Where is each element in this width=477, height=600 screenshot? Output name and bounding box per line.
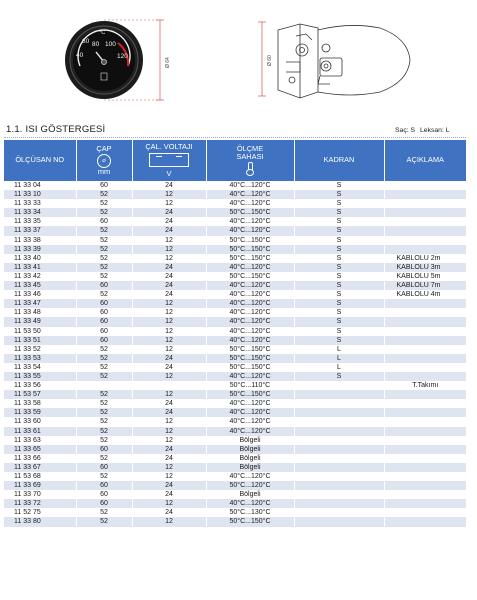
gauge-tick-40: 40 <box>76 52 84 59</box>
cell-voltaj: 12 <box>132 463 206 472</box>
cell-olcme-sahasi: 40°C...120°C <box>206 417 294 426</box>
cell-kadran: S <box>294 199 384 208</box>
cell-aciklama <box>384 427 466 436</box>
cell-voltaj: 12 <box>132 327 206 336</box>
cell-cap: 60 <box>76 317 132 326</box>
header-olcusan-no: ÖLÇÜSAN NO <box>4 140 76 181</box>
cell-cap: 60 <box>76 499 132 508</box>
cell-aciklama <box>384 445 466 454</box>
cell-olcme-sahasi: 40°C...120°C <box>206 226 294 235</box>
table-row <box>4 517 466 526</box>
table-row <box>4 472 466 481</box>
cell-olcusan-no: 11 33 59 <box>4 408 76 417</box>
gauge-tick-60: 60 <box>82 38 90 45</box>
gauge-illustrations <box>0 0 477 118</box>
table-row <box>4 299 466 308</box>
cell-olcusan-no: 11 33 41 <box>4 263 76 272</box>
cell-cap: 52 <box>76 226 132 235</box>
cell-olcusan-no: 11 33 53 <box>4 354 76 363</box>
legend-leksan: Leksan: L <box>420 127 450 134</box>
cell-kadran: S <box>294 263 384 272</box>
table-row <box>4 490 466 499</box>
cell-olcusan-no: 11 33 63 <box>4 436 76 445</box>
cell-aciklama <box>384 490 466 499</box>
cell-kadran: S <box>294 208 384 217</box>
table-row <box>4 481 466 490</box>
cell-kadran <box>294 463 384 472</box>
cell-olcusan-no: 11 33 58 <box>4 399 76 408</box>
cell-voltaj: 12 <box>132 199 206 208</box>
cell-kadran: S <box>294 317 384 326</box>
cell-cap: 60 <box>76 463 132 472</box>
cell-kadran: S <box>294 290 384 299</box>
cell-aciklama <box>384 336 466 345</box>
cell-olcusan-no: 11 33 46 <box>4 290 76 299</box>
cell-cap: 52 <box>76 390 132 399</box>
cell-aciklama <box>384 517 466 526</box>
cell-olcusan-no: 11 33 54 <box>4 363 76 372</box>
cell-aciklama <box>384 372 466 381</box>
cell-voltaj: 12 <box>132 308 206 317</box>
cell-olcme-sahasi: Bölgeli <box>206 490 294 499</box>
cell-olcme-sahasi: 40°C...120°C <box>206 199 294 208</box>
cell-olcusan-no: 11 33 38 <box>4 236 76 245</box>
cell-cap: 60 <box>76 490 132 499</box>
cell-cap: 60 <box>76 327 132 336</box>
cell-kadran: S <box>294 336 384 345</box>
cell-olcusan-no: 11 33 37 <box>4 226 76 235</box>
table-row <box>4 354 466 363</box>
gauge-side-view <box>258 22 410 98</box>
battery-icon <box>149 153 189 167</box>
cell-olcme-sahasi: 40°C...120°C <box>206 181 294 190</box>
cell-voltaj: 12 <box>132 345 206 354</box>
header-voltaj: ÇAL. VOLTAJI V <box>132 140 206 181</box>
table-row <box>4 290 466 299</box>
table-row <box>4 263 466 272</box>
cell-olcme-sahasi: 40°C...120°C <box>206 290 294 299</box>
table-row <box>4 336 466 345</box>
cell-cap: 52 <box>76 372 132 381</box>
cell-olcusan-no: 11 33 66 <box>4 454 76 463</box>
cell-cap: 52 <box>76 427 132 436</box>
cell-aciklama <box>384 499 466 508</box>
table-row <box>4 308 466 317</box>
cell-cap: 60 <box>76 445 132 454</box>
cell-cap: 52 <box>76 508 132 517</box>
cell-cap: 52 <box>76 517 132 526</box>
cell-kadran: S <box>294 372 384 381</box>
cell-voltaj: 24 <box>132 363 206 372</box>
cell-aciklama <box>384 308 466 317</box>
cell-cap: 60 <box>76 481 132 490</box>
cell-olcusan-no: 11 53 50 <box>4 327 76 336</box>
cell-olcme-sahasi: 40°C...120°C <box>206 217 294 226</box>
product-spec-table <box>4 140 466 527</box>
table-row <box>4 363 466 372</box>
cell-cap <box>76 381 132 390</box>
cell-cap: 60 <box>76 181 132 190</box>
cell-kadran <box>294 436 384 445</box>
cell-aciklama: T.Takımı <box>384 381 466 390</box>
cell-aciklama: KABLOLU 7m <box>384 281 466 290</box>
table-header <box>4 140 466 181</box>
cell-olcusan-no: 11 33 51 <box>4 336 76 345</box>
cell-kadran <box>294 499 384 508</box>
cell-aciklama: KABLOLU 3m <box>384 263 466 272</box>
cell-aciklama <box>384 354 466 363</box>
cell-olcme-sahasi: 40°C...120°C <box>206 372 294 381</box>
cell-aciklama <box>384 472 466 481</box>
cell-cap: 60 <box>76 308 132 317</box>
cell-voltaj: 12 <box>132 336 206 345</box>
cell-kadran: S <box>294 281 384 290</box>
title-divider <box>4 137 466 138</box>
cell-olcme-sahasi: 40°C...120°C <box>206 399 294 408</box>
cell-voltaj: 12 <box>132 427 206 436</box>
cell-olcme-sahasi: Bölgeli <box>206 436 294 445</box>
cell-olcme-sahasi: Bölgeli <box>206 454 294 463</box>
cell-voltaj: 24 <box>132 263 206 272</box>
cell-olcme-sahasi: 50°C...110°C <box>206 381 294 390</box>
table-row <box>4 499 466 508</box>
cell-kadran <box>294 417 384 426</box>
cell-kadran: S <box>294 181 384 190</box>
cell-kadran: S <box>294 254 384 263</box>
cell-voltaj: 24 <box>132 481 206 490</box>
cell-aciklama <box>384 190 466 199</box>
cell-aciklama <box>384 454 466 463</box>
cell-olcusan-no: 11 33 45 <box>4 281 76 290</box>
cell-olcusan-no: 11 33 49 <box>4 317 76 326</box>
cell-voltaj: 24 <box>132 208 206 217</box>
table-row <box>4 236 466 245</box>
table-row <box>4 399 466 408</box>
cell-olcusan-no: 11 33 04 <box>4 181 76 190</box>
cell-cap: 52 <box>76 263 132 272</box>
cell-aciklama <box>384 408 466 417</box>
cell-olcusan-no: 11 33 61 <box>4 427 76 436</box>
header-olcme-sahasi: ÖLÇME SAHASI <box>206 140 294 181</box>
table-row <box>4 281 466 290</box>
cell-aciklama <box>384 299 466 308</box>
cell-cap: 52 <box>76 272 132 281</box>
gauge-tick-80: 80 <box>92 41 100 48</box>
cell-olcme-sahasi: 50°C...150°C <box>206 245 294 254</box>
cell-olcusan-no: 11 33 52 <box>4 345 76 354</box>
cell-voltaj: 12 <box>132 254 206 263</box>
cell-olcme-sahasi: 50°C...150°C <box>206 354 294 363</box>
table-row <box>4 454 466 463</box>
cell-olcusan-no: 11 33 35 <box>4 217 76 226</box>
cell-olcusan-no: 11 33 10 <box>4 190 76 199</box>
table-row <box>4 436 466 445</box>
cell-olcusan-no: 11 53 57 <box>4 390 76 399</box>
cell-kadran: S <box>294 308 384 317</box>
cell-voltaj: 24 <box>132 408 206 417</box>
table-row <box>4 199 466 208</box>
cell-kadran: S <box>294 299 384 308</box>
table-row <box>4 390 466 399</box>
cell-voltaj: 12 <box>132 245 206 254</box>
header-cap: ÇAP Ø mm <box>76 140 132 181</box>
cell-kadran <box>294 517 384 526</box>
cell-kadran <box>294 445 384 454</box>
cell-kadran: S <box>294 236 384 245</box>
thermometer-icon <box>245 162 255 174</box>
cell-olcme-sahasi: 50°C...150°C <box>206 236 294 245</box>
cell-olcme-sahasi: 40°C...120°C <box>206 472 294 481</box>
cell-olcme-sahasi: 40°C...120°C <box>206 336 294 345</box>
cell-cap: 52 <box>76 290 132 299</box>
cell-voltaj: 12 <box>132 517 206 526</box>
cell-voltaj: 24 <box>132 217 206 226</box>
cell-olcusan-no: 11 52 75 <box>4 508 76 517</box>
cell-kadran <box>294 390 384 399</box>
cell-cap: 52 <box>76 245 132 254</box>
cell-aciklama <box>384 181 466 190</box>
cell-aciklama <box>384 199 466 208</box>
cell-aciklama <box>384 481 466 490</box>
cell-voltaj: 12 <box>132 372 206 381</box>
cell-aciklama <box>384 436 466 445</box>
table-body <box>4 181 466 527</box>
table-row <box>4 226 466 235</box>
cell-kadran: S <box>294 217 384 226</box>
cell-olcusan-no: 11 33 80 <box>4 517 76 526</box>
cell-olcusan-no: 11 33 60 <box>4 417 76 426</box>
cell-olcme-sahasi: 50°C...120°C <box>206 481 294 490</box>
cell-olcme-sahasi: 50°C...150°C <box>206 363 294 372</box>
table-row <box>4 190 466 199</box>
cell-cap: 52 <box>76 190 132 199</box>
cell-kadran <box>294 472 384 481</box>
cell-olcme-sahasi: 40°C...120°C <box>206 499 294 508</box>
cell-voltaj: 24 <box>132 490 206 499</box>
cell-cap: 52 <box>76 345 132 354</box>
cell-olcusan-no: 11 33 34 <box>4 208 76 217</box>
cell-cap: 52 <box>76 199 132 208</box>
cell-olcusan-no: 11 33 48 <box>4 308 76 317</box>
cell-voltaj: 12 <box>132 472 206 481</box>
table-row <box>4 381 466 390</box>
cell-cap: 52 <box>76 254 132 263</box>
cell-cap: 52 <box>76 454 132 463</box>
cell-cap: 52 <box>76 417 132 426</box>
cell-aciklama <box>384 327 466 336</box>
cell-olcme-sahasi: 40°C...120°C <box>206 190 294 199</box>
cell-voltaj: 12 <box>132 299 206 308</box>
cell-kadran <box>294 399 384 408</box>
cell-olcme-sahasi: 50°C...130°C <box>206 508 294 517</box>
cell-aciklama: KABLOLU 2m <box>384 254 466 263</box>
cell-kadran <box>294 481 384 490</box>
cell-olcme-sahasi: 40°C...120°C <box>206 308 294 317</box>
cell-voltaj <box>132 381 206 390</box>
cell-cap: 52 <box>76 436 132 445</box>
cell-cap: 52 <box>76 236 132 245</box>
table-row <box>4 217 466 226</box>
cell-cap: 52 <box>76 408 132 417</box>
table-row <box>4 427 466 436</box>
cell-olcme-sahasi: 40°C...120°C <box>206 327 294 336</box>
cell-cap: 52 <box>76 363 132 372</box>
cell-voltaj: 24 <box>132 181 206 190</box>
cell-aciklama <box>384 399 466 408</box>
cell-olcusan-no: 11 33 47 <box>4 299 76 308</box>
cell-voltaj: 24 <box>132 281 206 290</box>
cell-aciklama <box>384 245 466 254</box>
cell-olcusan-no: 11 33 40 <box>4 254 76 263</box>
cell-olcme-sahasi: Bölgeli <box>206 445 294 454</box>
gauge-unit-label: °C <box>99 30 106 36</box>
cell-cap: 60 <box>76 217 132 226</box>
cell-voltaj: 12 <box>132 417 206 426</box>
cell-olcme-sahasi: 40°C...120°C <box>206 427 294 436</box>
cell-olcme-sahasi: 40°C...120°C <box>206 408 294 417</box>
section-title: 1.1. ISI GÖSTERGESİ <box>6 124 106 135</box>
cell-aciklama: KABLOLU 5m <box>384 272 466 281</box>
table-row <box>4 272 466 281</box>
table-row <box>4 181 466 190</box>
table-row <box>4 317 466 326</box>
cell-voltaj: 12 <box>132 317 206 326</box>
header-kadran: KADRAN <box>294 140 384 181</box>
cell-aciklama <box>384 363 466 372</box>
cell-voltaj: 12 <box>132 390 206 399</box>
cell-aciklama <box>384 208 466 217</box>
table-row <box>4 463 466 472</box>
cell-olcme-sahasi: Bölgeli <box>206 463 294 472</box>
legend-sac: Saç: S <box>395 127 416 134</box>
cell-aciklama <box>384 217 466 226</box>
table-row <box>4 408 466 417</box>
cell-olcusan-no: 11 53 68 <box>4 472 76 481</box>
header-aciklama: AÇIKLAMA <box>384 140 466 181</box>
cell-olcme-sahasi: 40°C...120°C <box>206 263 294 272</box>
cell-kadran: S <box>294 190 384 199</box>
cell-cap: 52 <box>76 354 132 363</box>
cell-olcme-sahasi: 50°C...150°C <box>206 208 294 217</box>
diameter-icon: Ø <box>97 154 111 168</box>
cell-olcusan-no: 11 33 70 <box>4 490 76 499</box>
cell-aciklama <box>384 390 466 399</box>
cell-olcme-sahasi: 40°C...120°C <box>206 299 294 308</box>
cell-voltaj: 24 <box>132 508 206 517</box>
cell-aciklama <box>384 463 466 472</box>
cell-cap: 52 <box>76 472 132 481</box>
cell-kadran: S <box>294 226 384 235</box>
cell-olcusan-no: 11 33 56 <box>4 381 76 390</box>
cell-voltaj: 24 <box>132 454 206 463</box>
cell-aciklama <box>384 226 466 235</box>
cell-olcusan-no: 11 33 42 <box>4 272 76 281</box>
table-row <box>4 245 466 254</box>
cell-voltaj: 24 <box>132 445 206 454</box>
product-figures <box>0 0 477 118</box>
gauge-tick-100: 100 <box>105 41 116 48</box>
cell-voltaj: 24 <box>132 399 206 408</box>
cell-kadran <box>294 427 384 436</box>
cell-kadran <box>294 508 384 517</box>
cell-kadran: S <box>294 245 384 254</box>
cell-olcme-sahasi: 40°C...120°C <box>206 281 294 290</box>
table-row <box>4 327 466 336</box>
cell-olcme-sahasi: 50°C...150°C <box>206 272 294 281</box>
cell-cap: 52 <box>76 208 132 217</box>
cell-aciklama <box>384 317 466 326</box>
front-diameter-label: Ø 64 <box>165 57 171 68</box>
cell-olcusan-no: 11 33 39 <box>4 245 76 254</box>
cell-kadran: L <box>294 354 384 363</box>
table-row <box>4 417 466 426</box>
cell-voltaj: 24 <box>132 226 206 235</box>
cell-cap: 52 <box>76 399 132 408</box>
cell-kadran <box>294 454 384 463</box>
table-row <box>4 508 466 517</box>
cell-aciklama <box>384 236 466 245</box>
cell-voltaj: 12 <box>132 190 206 199</box>
cell-cap: 60 <box>76 336 132 345</box>
cell-olcusan-no: 11 33 69 <box>4 481 76 490</box>
cell-voltaj: 24 <box>132 354 206 363</box>
cell-olcme-sahasi: 50°C...150°C <box>206 345 294 354</box>
cell-aciklama <box>384 417 466 426</box>
cell-olcusan-no: 11 33 65 <box>4 445 76 454</box>
cell-olcme-sahasi: 50°C...150°C <box>206 517 294 526</box>
cell-olcusan-no: 11 33 55 <box>4 372 76 381</box>
cell-cap: 60 <box>76 299 132 308</box>
cell-voltaj: 24 <box>132 272 206 281</box>
table-row <box>4 254 466 263</box>
cell-olcme-sahasi: 50°C...150°C <box>206 390 294 399</box>
cell-kadran: L <box>294 363 384 372</box>
table-row <box>4 345 466 354</box>
cell-voltaj: 12 <box>132 236 206 245</box>
side-diameter-label: Ø 60 <box>267 55 273 66</box>
cell-olcusan-no: 11 33 33 <box>4 199 76 208</box>
gauge-front-view <box>65 20 164 100</box>
table-row <box>4 372 466 381</box>
cell-aciklama <box>384 508 466 517</box>
cell-kadran <box>294 408 384 417</box>
cell-kadran: S <box>294 272 384 281</box>
table-row <box>4 445 466 454</box>
cell-kadran <box>294 381 384 390</box>
cell-aciklama <box>384 345 466 354</box>
cell-olcme-sahasi: 50°C...150°C <box>206 254 294 263</box>
cell-kadran: S <box>294 327 384 336</box>
cell-kadran <box>294 490 384 499</box>
cell-olcusan-no: 11 33 67 <box>4 463 76 472</box>
cell-voltaj: 24 <box>132 290 206 299</box>
cell-aciklama: KABLOLU 4m <box>384 290 466 299</box>
cell-olcme-sahasi: 40°C...120°C <box>206 317 294 326</box>
gauge-tick-120: 120 <box>117 53 128 60</box>
cell-voltaj: 12 <box>132 499 206 508</box>
cell-olcusan-no: 11 33 72 <box>4 499 76 508</box>
table-row <box>4 208 466 217</box>
cell-cap: 60 <box>76 281 132 290</box>
cell-voltaj: 12 <box>132 436 206 445</box>
cell-kadran: L <box>294 345 384 354</box>
